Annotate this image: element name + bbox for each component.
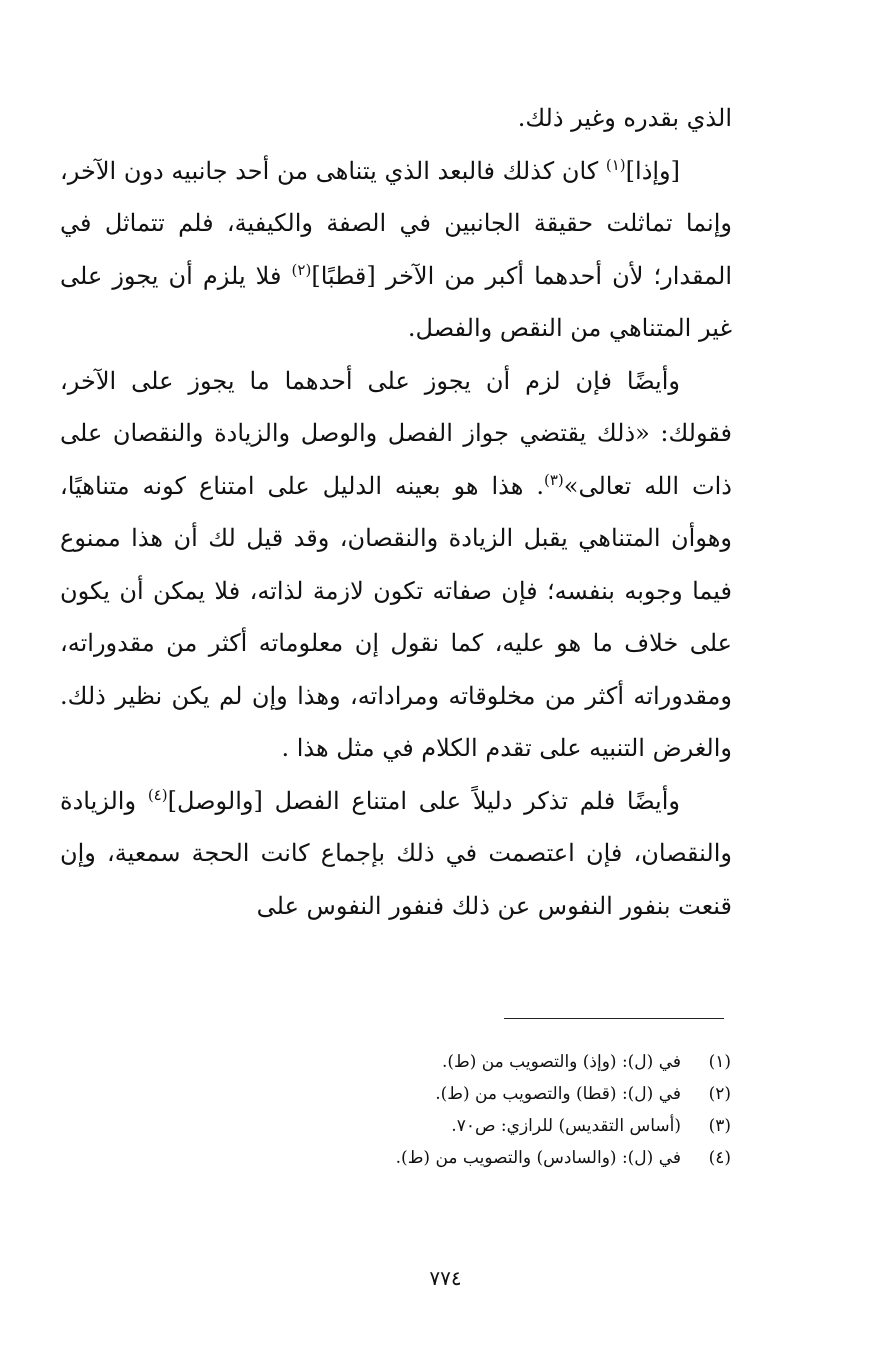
footnote-marker: (١) (605, 155, 626, 174)
footnote-item (171, 1142, 731, 1174)
paragraph (60, 92, 732, 145)
footnote-marker: (٢) (291, 260, 312, 279)
text-segment: فلا يلزم أن يجوز على غير المتناهي من النقص والفصل. (60, 261, 732, 342)
text-segment: وأيضًا فإن لزم أن يجوز على أحدهما ما يجوز على الآخر، فقولك: «ذلك يقتضي جواز الفصل والوصل والزيادة والنقصان على ذات الله تعالى» (60, 366, 732, 500)
footnote-marker: (٣) (544, 470, 564, 489)
footnote-item (171, 1078, 731, 1110)
footnote-marker: (٤) (147, 785, 168, 804)
footnote-item (171, 1046, 731, 1078)
text-segment: كان كذلك فالبعد الذي يتناهى من أحد جانبيه دون الآخر، وإنما تماثلت حقيقة الجانبين في الصفة والكيفية، فلم تتماثل في المقدار؛ لأن أحدهما أكبر من الآخر [قطبًا] (60, 156, 733, 290)
footnote-text: في (ل): (وإذ) والتصويب من (ط). (441, 1052, 681, 1072)
text-segment: . هذا هو بعينه الدليل على امتناع كونه متناهيًا، وهوأن المتناهي يقبل الزيادة والنقصان، وقد قيل لك أن هذا ممنوع فيما وجوبه بنفسه؛ فإن صفاته تكون لازمة لذاته، فلا يمكن أن يكون على خلاف ما هو عليه، كما نقول إن معلوماته أكثر من مقدوراته، ومقدوراته أكثر من مخلوقاته ومراداته، وهذا وإن لم يكن نظير ذلك. والغرض التنبيه على تقدم الكلام في مثل هذا . (60, 471, 732, 762)
footnotes-section (171, 1046, 731, 1174)
page-number: ٧٧٤ (429, 1266, 462, 1290)
text-segment: الذي بقدره وغير ذلك. (517, 104, 732, 132)
footnote-number: (٤) (708, 1148, 731, 1168)
footnote-text: في (ل): (والسادس) والتصويب من (ط). (395, 1148, 681, 1168)
footnote-text: (أساس التقديس) للرازي: ص٧٠. (451, 1116, 681, 1136)
paragraph (60, 145, 732, 355)
paragraph (60, 355, 732, 775)
paragraph (60, 775, 732, 933)
text-segment: وأيضًا فلم تذكر دليلاً على امتناع الفصل [والوصل] (167, 786, 680, 815)
footnote-number: (٣) (708, 1116, 731, 1136)
footnote-item (171, 1110, 731, 1142)
main-text-body (60, 92, 732, 932)
text-segment: والزيادة والنقصان، فإن اعتصمت في ذلك بإجماع كانت الحجة سمعية، وإن قنعت بنفور النفوس عن ذلك فنفور النفوس على (60, 786, 732, 920)
footnote-text: في (ل): (قطا) والتصويب من (ط). (435, 1084, 681, 1104)
text-segment: [وإذا] (625, 156, 680, 185)
footnote-number: (١) (708, 1052, 731, 1072)
footnote-number: (٢) (708, 1084, 731, 1104)
footnote-separator (504, 1018, 724, 1019)
